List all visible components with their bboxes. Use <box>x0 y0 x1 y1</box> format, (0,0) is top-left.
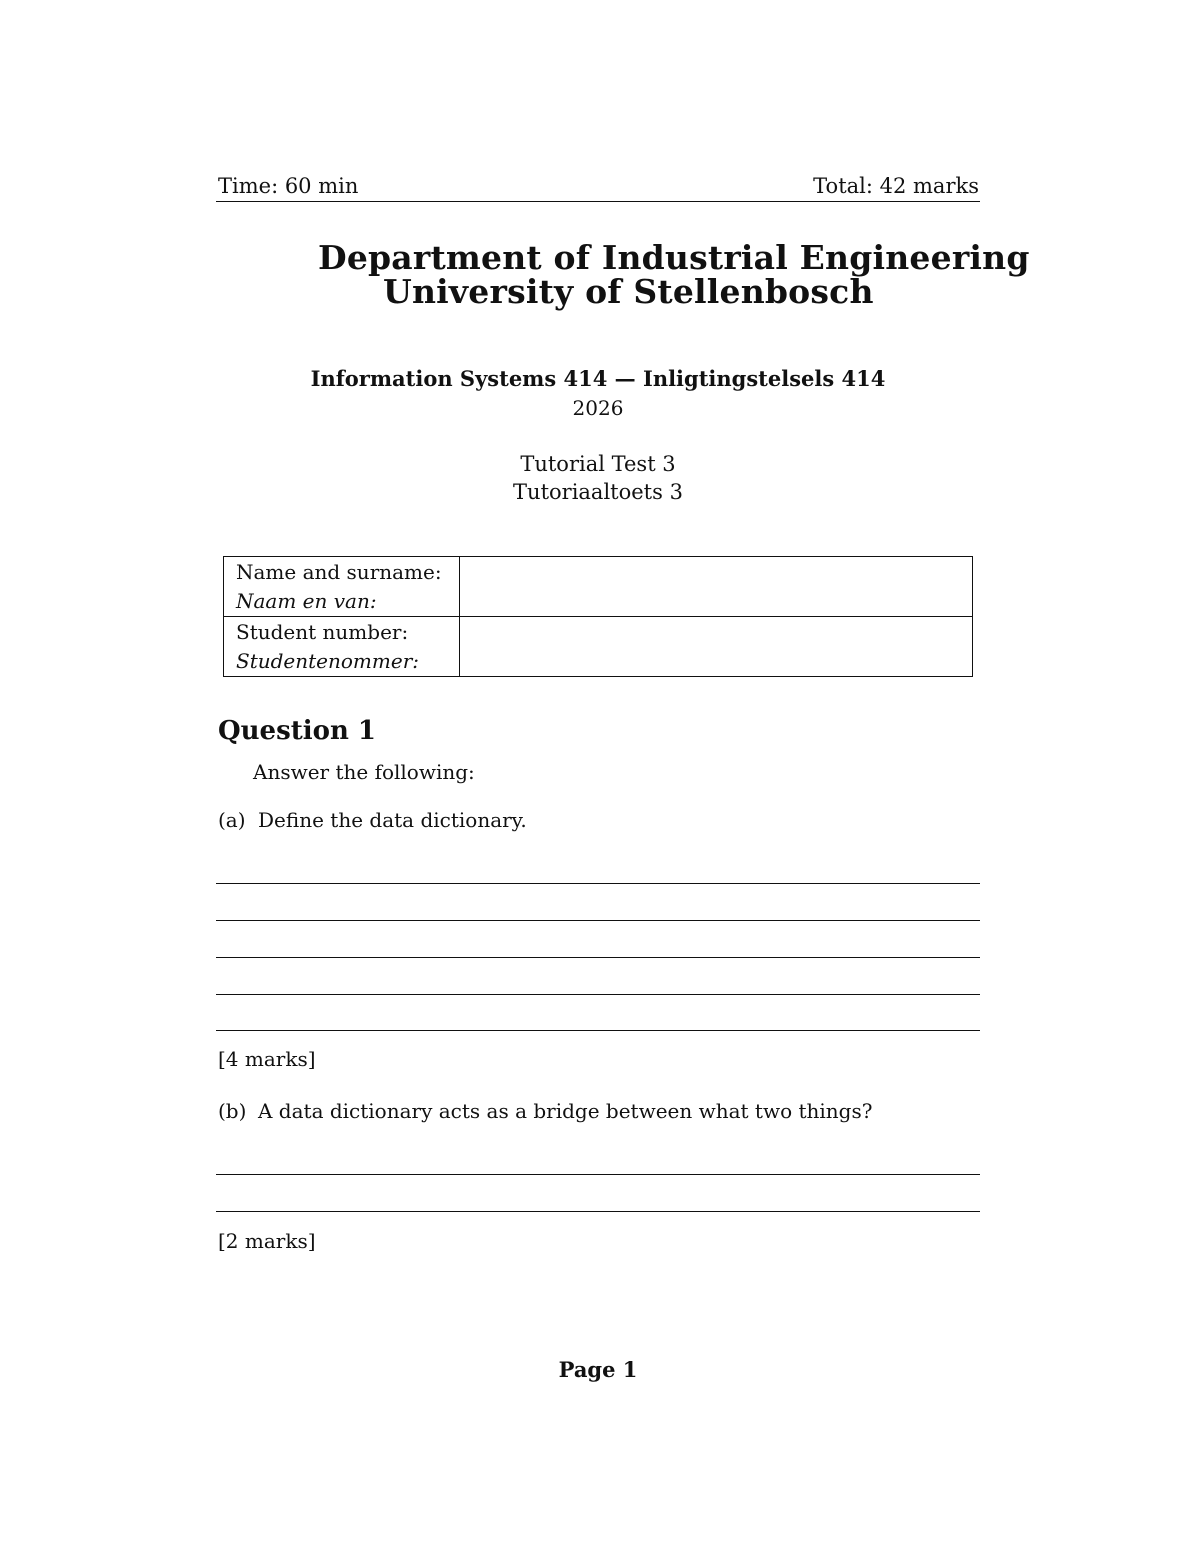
question-title: Question 1 <box>218 716 377 746</box>
test-title-english: Tutorial Test 3 <box>520 452 676 476</box>
answer-line[interactable] <box>216 1211 980 1212</box>
student-info-table <box>223 556 973 677</box>
table-row <box>224 557 973 617</box>
name-label-afrikaans: Naam en van: <box>236 589 377 613</box>
answer-line[interactable] <box>216 883 980 884</box>
question-intro: Answer the following: <box>253 760 475 784</box>
student-number-answer-field[interactable] <box>459 617 972 677</box>
answer-line[interactable] <box>216 920 980 921</box>
test-title-afrikaans: Tutoriaaltoets 3 <box>513 480 683 504</box>
part-b-text: A data dictionary acts as a bridge between what two things? <box>258 1099 873 1123</box>
answer-line[interactable] <box>216 994 980 995</box>
university-title: University of Stellenbosch <box>383 272 874 311</box>
question-part-a <box>218 808 527 832</box>
student-number-label-afrikaans: Studentenommer: <box>236 649 419 673</box>
part-b-marks: [2 marks] <box>218 1229 316 1253</box>
header-rule <box>216 201 980 202</box>
time-allowed: Time: 60 min <box>218 174 359 198</box>
student-number-label-cell <box>224 617 460 677</box>
answer-line[interactable] <box>216 957 980 958</box>
answer-line[interactable] <box>216 1174 980 1175</box>
part-a-marks: [4 marks] <box>218 1047 316 1071</box>
part-a-text: Define the data dictionary. <box>258 808 527 832</box>
department-title: Department of Industrial Engineering <box>318 238 1030 277</box>
name-label-english: Name and surname: <box>236 560 442 584</box>
part-b-label: (b) <box>218 1099 247 1123</box>
answer-line[interactable] <box>216 1030 980 1031</box>
name-answer-field[interactable] <box>459 557 972 617</box>
question-part-b <box>218 1099 872 1123</box>
name-label-cell <box>224 557 460 617</box>
course-name: Information Systems 414 — Inligtingstelsels 414 <box>310 366 886 391</box>
student-number-label-english: Student number: <box>236 620 409 644</box>
part-a-label: (a) <box>218 808 246 832</box>
table-row <box>224 617 973 677</box>
page-number: Page 1 <box>558 1357 638 1382</box>
course-year: 2026 <box>572 396 624 420</box>
total-marks: Total: 42 marks <box>813 174 979 198</box>
